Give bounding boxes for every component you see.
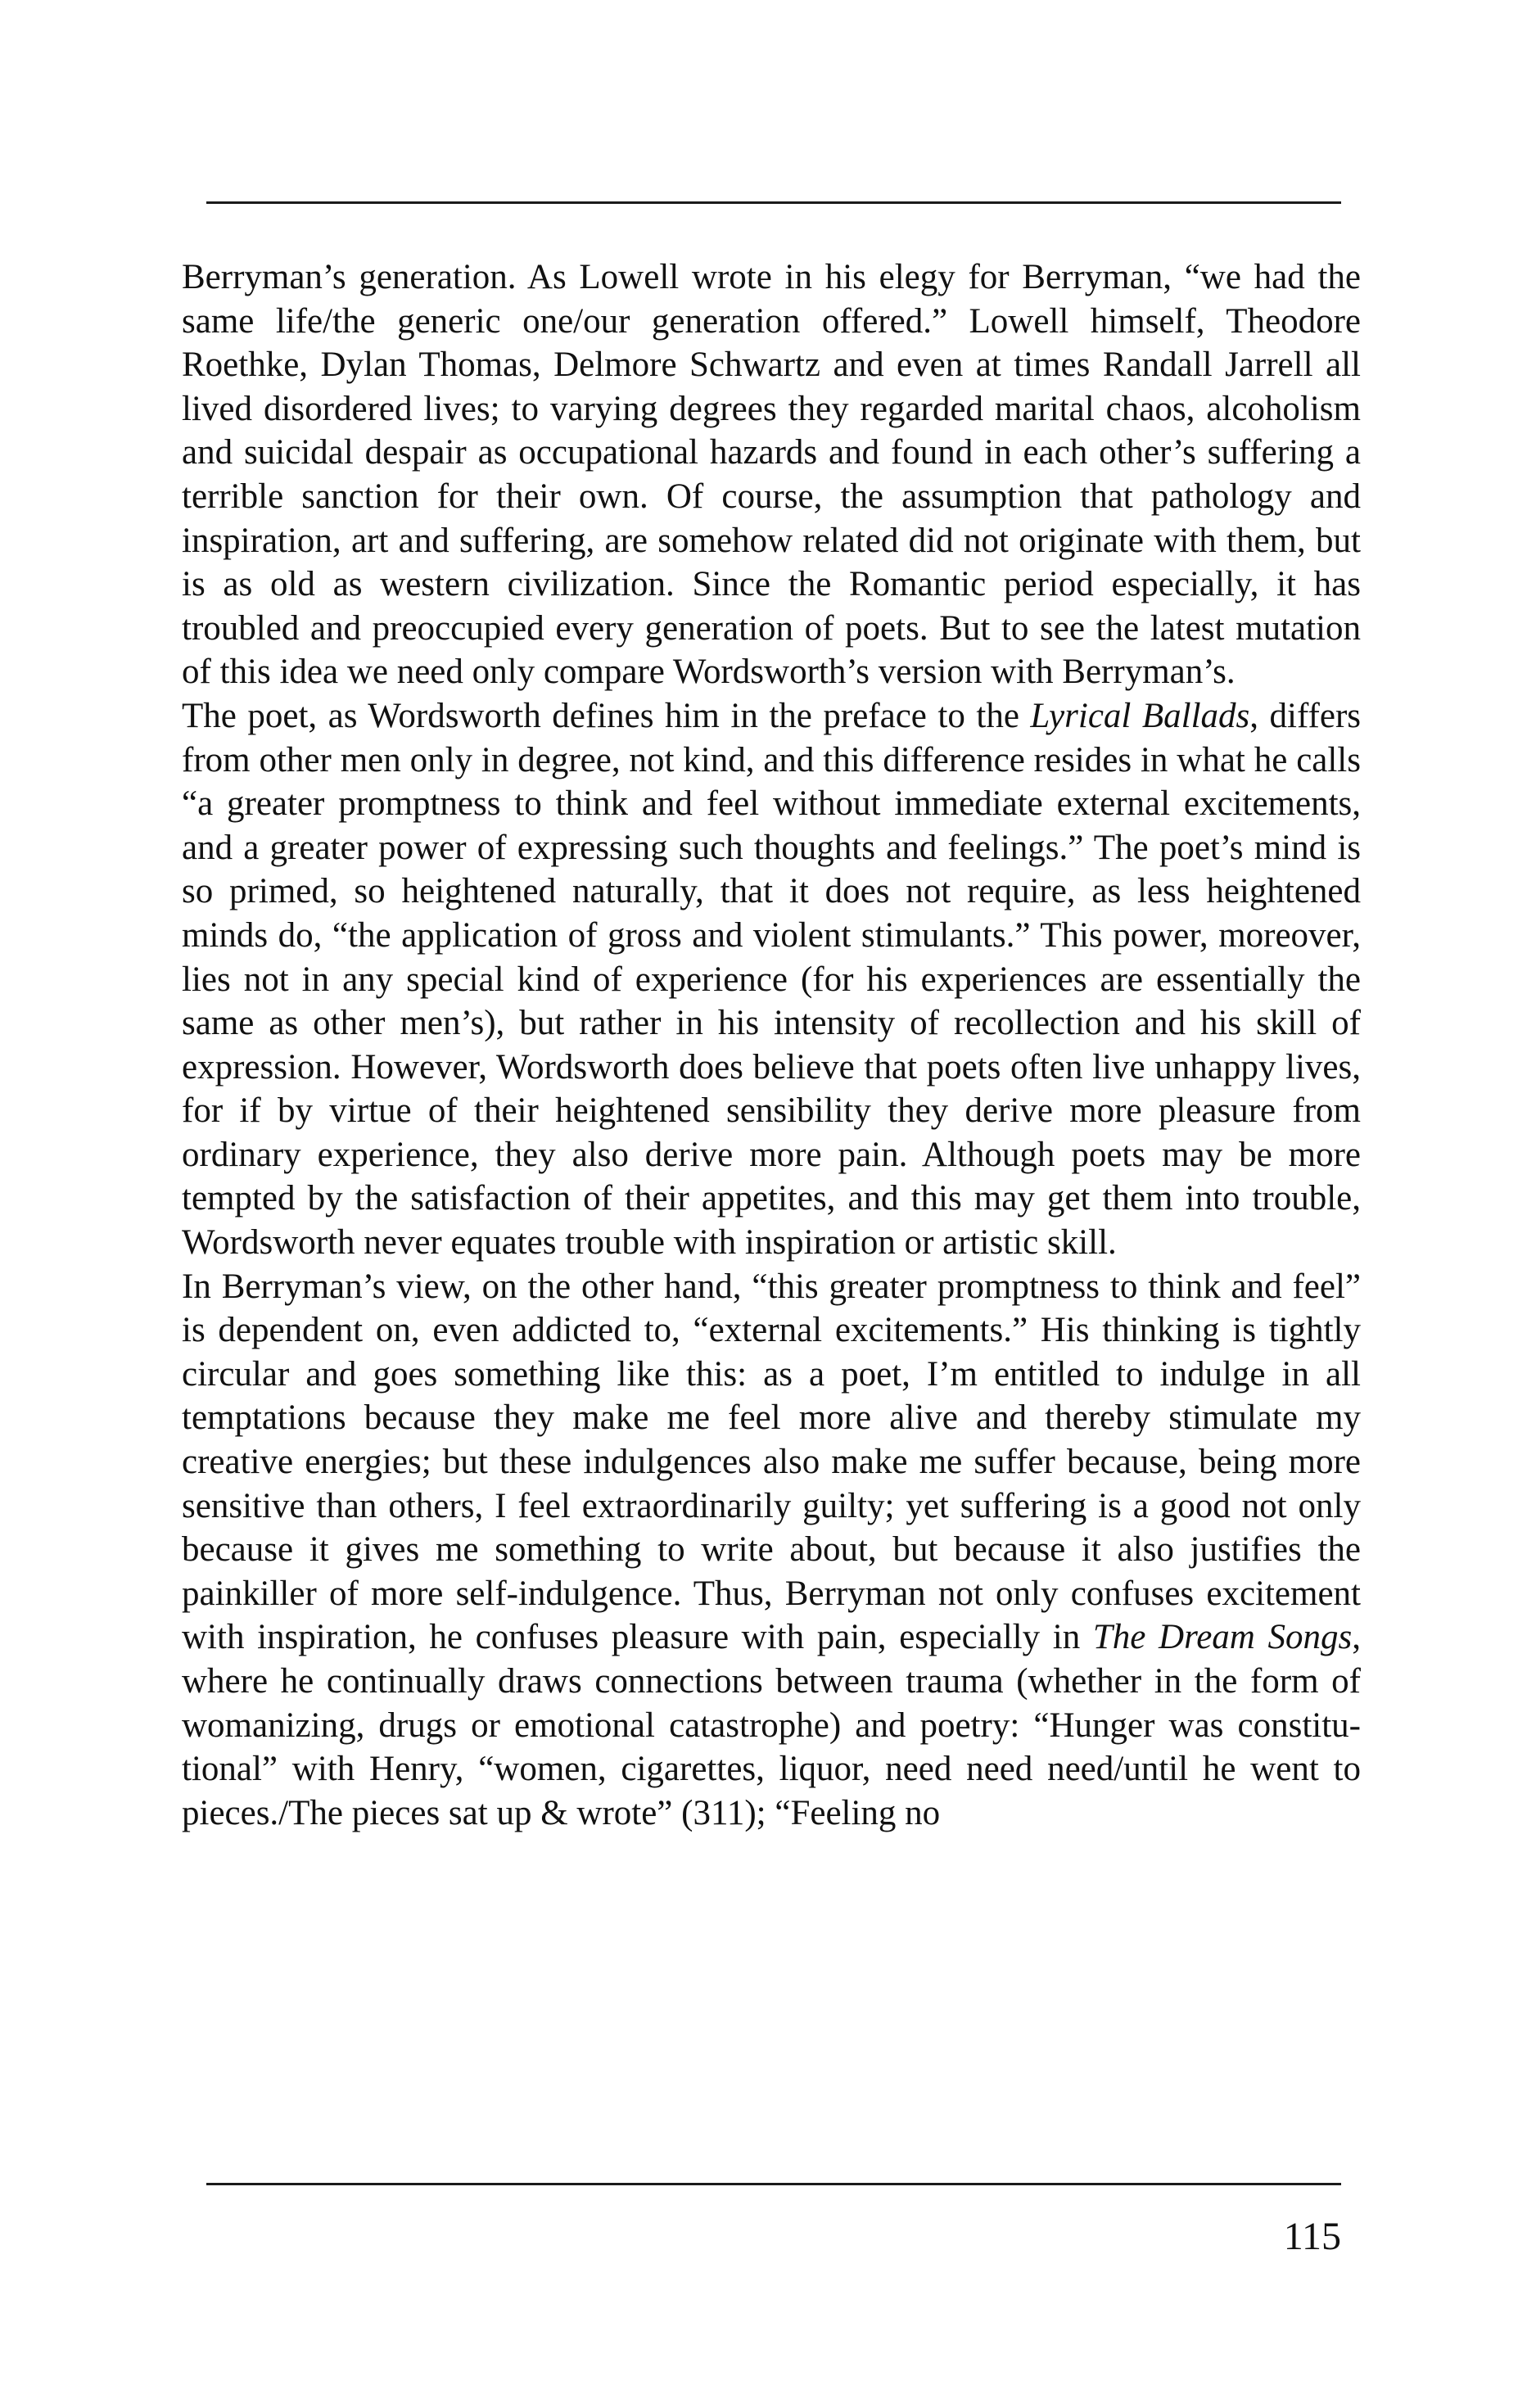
top-rule <box>206 201 1341 204</box>
paragraph-2-text-end: , differs from other men only in degree, not kind, and this difference resides in what he calls “a greater promptness to think and feel without immediate external excitements, and a greater power of expressing such thoughts and feelings.” The poet’s mind is so primed, so heightened naturally, that it does not require, as less heightened minds do, “the application of gross and violent stimulants.” This power, moreover, lies not in any special kind of experience (for his experiences are essentially the same as other men’s), but rather in his intensity of recollection and his skill of expression. However, Wordsworth does believe that poets often live unhappy lives, for if by virtue of their heightened sensibility they derive more pleasure from ordinary experience, they also derive more pain. Although poets may be more tempted by the satisfaction of their appetites, and this may get them into trouble, Wordsworth never equates trouble with inspiration or artistic skill. <box>182 696 1361 1263</box>
paragraph-1 <box>182 255 1361 694</box>
paragraph-1-text: Berryman’s generation. As Lowell wrote in his elegy for Berryman, “we had the same life/the generic one/our generation offered.” Lowell himself, Theodore Roethke, Dylan Thomas, Delmore Schwartz and even at times Randall Jarrell all lived disordered lives; to varying degrees they regarded marital chaos, alcoholism and suicidal despair as occupational hazards and found in each other’s suffering a terrible sanction for their own. Of course, the assumption that pathology and inspiration, art and suffering, are somehow related did not originate with them, but is as old as western civilization. Since the Romantic period especially, it has troubled and preoccupied every generation of poets. But to see the latest mutation of this idea we need only compare Wordsworth’s version with Berryman’s. <box>182 258 1361 692</box>
paragraph-3-text-end: , where he continually draws connections between trauma (whether in the form of womanizing, drugs or emotional catastrophe) and poetry: “Hunger was constitutional” with Henry, “women, cigarettes, liquor, need need need/until he went to pieces./The pieces sat up & wrote” (311); “Feeling no <box>182 1618 1361 1832</box>
bottom-rule <box>206 2183 1341 2185</box>
paragraph-3 <box>182 1265 1361 1836</box>
paragraph-3-text-start: In Berryman’s view, on the other hand, “this greater promptness to think and feel” is dependent on, even addicted to, “external excitements.” His thinking is tightly circular and goes something like this: as a poet, I’m entitled to indulge in all temptations because they make me feel more alive and thereby stimulate my creative energies; but these indulgences also make me suffer because, being more sensitive than others, I feel extraordinarily guilty; yet suffering is a good not only because it gives me something to write about, but because it also justifies the painkiller of more self-indulgence. Thus, Berryman not only confuses excitement with inspiration, he confuses pleasure with pain, especially in <box>182 1267 1361 1657</box>
page-number: 115 <box>1283 2215 1341 2258</box>
body-text <box>182 255 1361 1835</box>
lyrical-ballads-title: Lyrical Ballads <box>1030 696 1250 735</box>
dream-songs-title: The Dream Songs <box>1092 1618 1353 1657</box>
paragraph-2-text-start: The poet, as Wordsworth defines him in the preface to the <box>182 696 1031 735</box>
paragraph-2 <box>182 694 1361 1265</box>
